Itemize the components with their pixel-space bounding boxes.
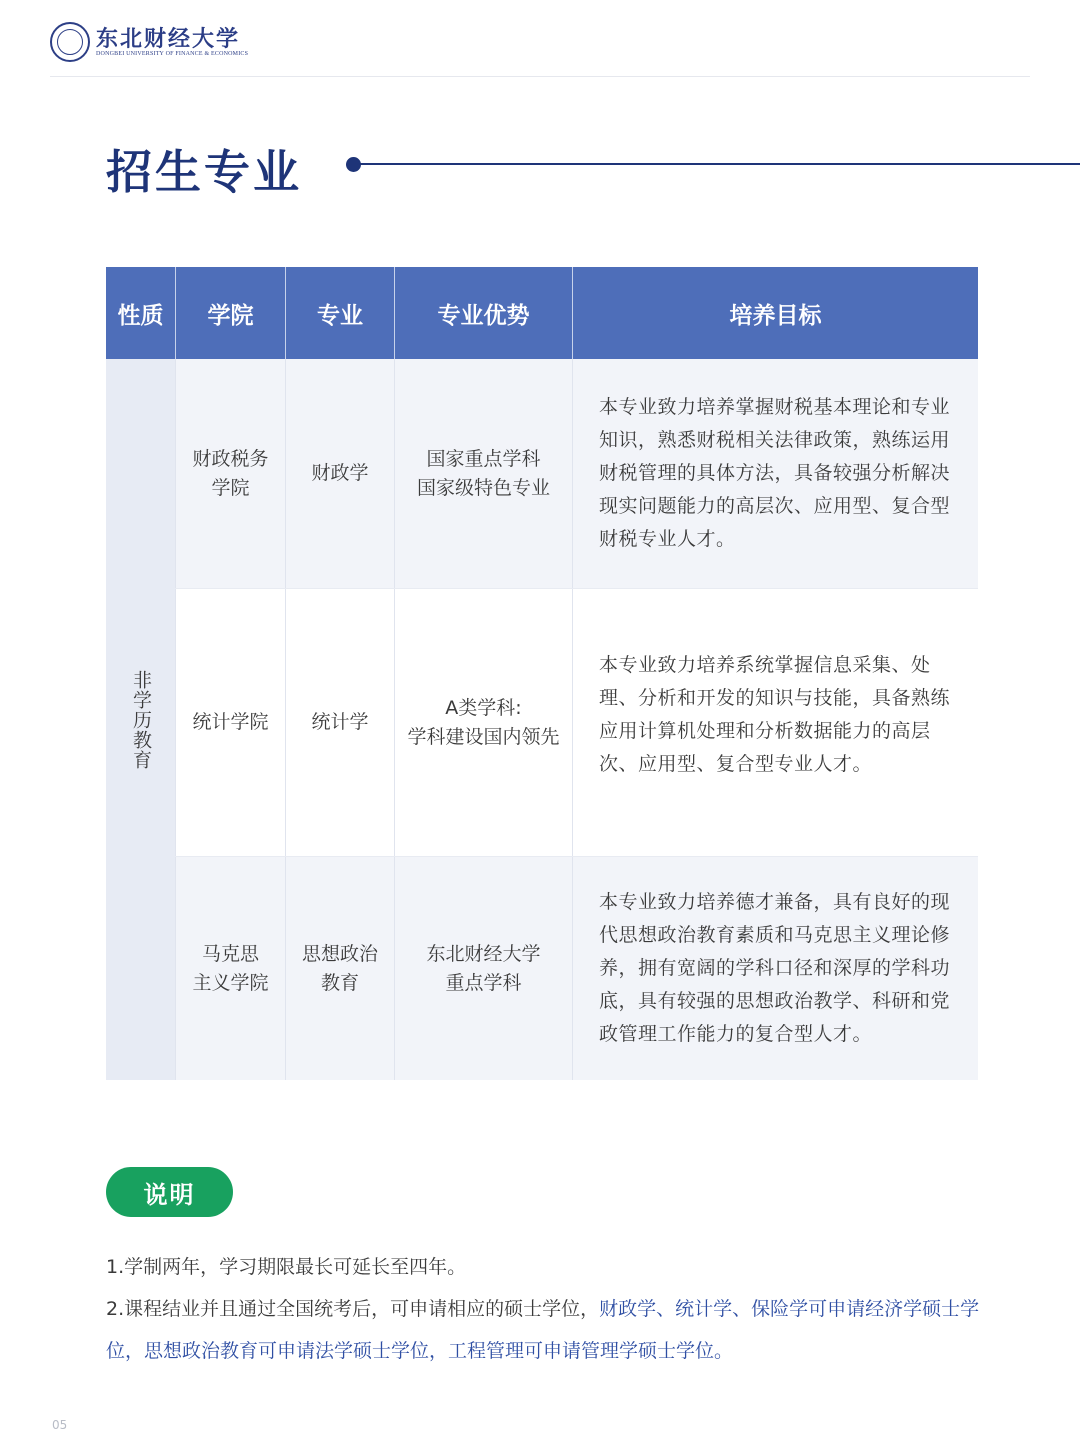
university-name-en: DONGBEI UNIVERSITY OF FINANCE & ECONOMICS	[96, 51, 249, 57]
advantage-text: A类学科: 学科建设国内领先	[407, 696, 560, 748]
page-header	[50, 20, 1030, 77]
table-row	[175, 359, 978, 588]
table-row	[175, 857, 978, 1080]
table-header	[106, 267, 978, 359]
college-cell	[175, 589, 285, 856]
advantage-cell	[394, 857, 572, 1080]
header-advantage: 专业优势	[394, 267, 572, 359]
university-name: 东北财经大学	[96, 26, 241, 52]
goal-cell	[572, 857, 978, 1080]
college-text: 财政税务 学院	[192, 447, 269, 499]
college-text: 马克思 主义学院	[192, 942, 269, 994]
note-item-2	[106, 1288, 996, 1372]
title-dot	[346, 157, 361, 172]
majors-table	[106, 267, 978, 1080]
college-cell	[175, 857, 285, 1080]
goal-text: 本专业致力培养系统掌握信息采集、处理、分析和开发的知识与技能，具备熟练应用计算机处理和分析数据能力的高层次、应用型、复合型专业人才。	[599, 654, 951, 775]
page-number: 05	[52, 1418, 68, 1432]
advantage-cell	[394, 589, 572, 856]
section-title: 招生专业	[106, 145, 302, 199]
goal-cell	[572, 359, 978, 588]
university-seal-icon	[50, 22, 90, 62]
table-row	[175, 588, 978, 857]
goal-text: 本专业致力培养德才兼备，具有良好的现代思想政治教育素质和马克思主义理论修养，拥有宽阔的学科口径和深厚的学科功底，具有较强的思想政治教学、科研和党政管理工作能力的复合型人才。	[599, 891, 951, 1045]
title-divider-line	[360, 163, 1080, 165]
note-item-2-highlight: 财政学、统计学、保险学可申请经济学硕士学位，思想政治教育可申请法学硕士学位，工程管理可申请管理学硕士学位。	[106, 1298, 980, 1362]
header-nature: 性质	[117, 302, 164, 329]
major-text: 财政学	[311, 462, 369, 484]
major-cell	[285, 589, 394, 856]
major-cell	[285, 359, 394, 588]
goal-text: 本专业致力培养掌握财税基本理论和专业知识，熟悉财税相关法律政策，熟练运用财税管理的具体方法，具备较强分析解决现实问题能力的高层次、应用型、复合型财税专业人才。	[599, 396, 951, 550]
major-cell	[285, 857, 394, 1080]
advantage-text: 东北财经大学 重点学科	[426, 942, 541, 994]
header-major: 专业	[285, 267, 394, 359]
advantage-text: 国家重点学科 国家级特色专业	[416, 447, 550, 499]
goal-cell	[572, 589, 978, 856]
major-text: 统计学	[311, 711, 369, 733]
major-text: 思想政治 教育	[301, 942, 378, 994]
note-item-1: 1.学制两年，学习期限最长可延长至四年。	[106, 1256, 467, 1278]
nature-cell	[106, 359, 175, 1080]
header-college: 学院	[175, 267, 285, 359]
advantage-cell	[394, 359, 572, 588]
nature-label: 非学历教育	[130, 669, 152, 770]
note-item-2-prefix: 2.课程结业并且通过全国统考后，可申请相应的硕士学位，	[106, 1298, 600, 1320]
college-text: 统计学院	[192, 711, 269, 733]
notes-label-badge: 说明	[106, 1167, 233, 1217]
college-cell	[175, 359, 285, 588]
header-goal: 培养目标	[572, 267, 978, 359]
